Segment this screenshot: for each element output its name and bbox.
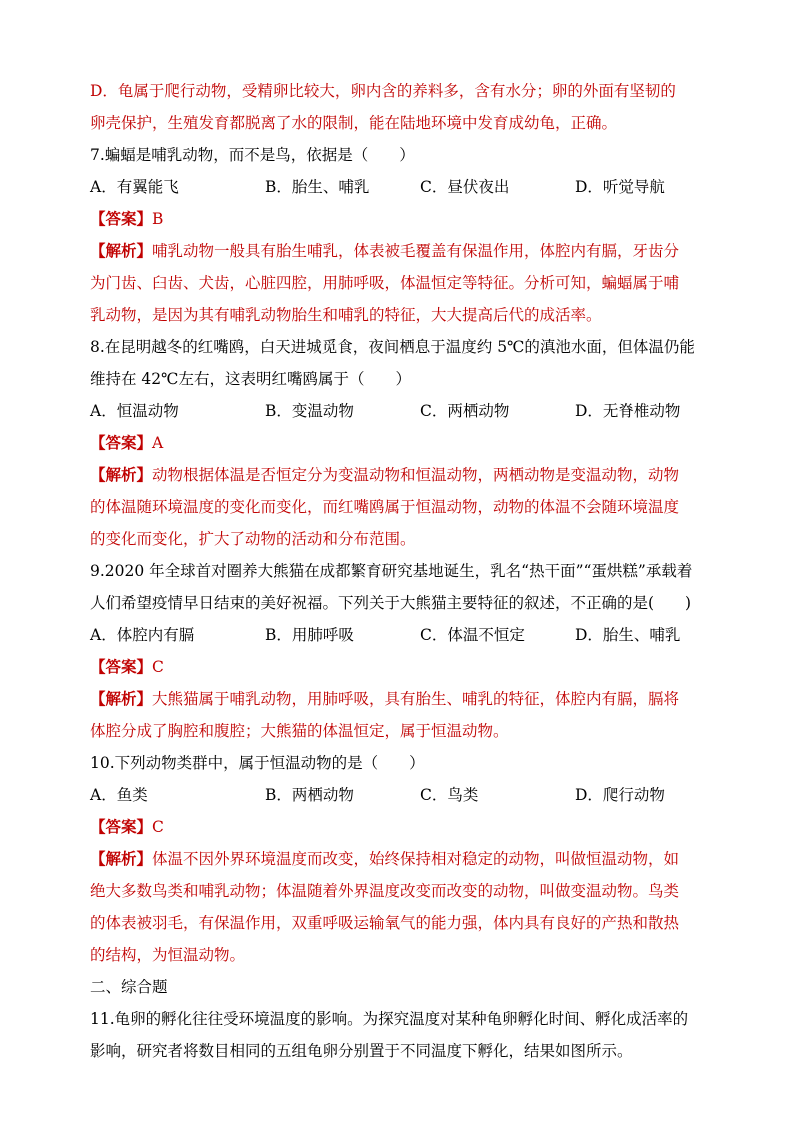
- explanation-text: 动物根据体温是否恒定分为变温动物和恒温动物，两栖动物是变温动物，动物: [152, 466, 680, 484]
- option-c: C．鸟类: [420, 786, 479, 804]
- answer-value: A: [152, 434, 164, 452]
- answer-value: B: [152, 210, 164, 228]
- explanation-tag: 【解析】: [90, 689, 153, 708]
- explanation-7-line: 乳动物，是因为其有哺乳动物胎生和哺乳的特征，大大提高后代的成活率。: [90, 306, 602, 324]
- text-line: 卵壳保护，生殖发育都脱离了水的限制，能在陆地环境中发育成幼龟，正确。: [90, 114, 618, 132]
- explanation-8-line: 的变化而变化，扩大了动物的活动和分布范围。: [90, 530, 416, 548]
- explanation-text: 体温不因外界环境温度而改变，始终保持相对稳定的动物，叫做恒温动物，如: [152, 850, 680, 868]
- question-9: 人们希望疫情早日结束的美好祝福。下列关于大熊猫主要特征的叙述，不正确的是( ): [90, 594, 692, 612]
- option-d: D．胎生、哺乳: [575, 626, 681, 644]
- explanation-tag: 【解析】: [90, 849, 153, 868]
- option-d: D．无脊椎动物: [575, 402, 681, 420]
- question-10: 10.下列动物类群中，属于恒温动物的是（ ）: [90, 754, 425, 772]
- explanation-10-line: 的结构，为恒温动物。: [90, 946, 246, 964]
- option-c: C．两栖动物: [420, 402, 510, 420]
- explanation-text: 哺乳动物一般具有胎生哺乳，体表被毛覆盖有保温作用，体腔内有膈，牙齿分: [152, 242, 680, 260]
- question-8: 维持在 42℃左右，这表明红嘴鸥属于（ ）: [90, 370, 411, 388]
- option-a: A．鱼类: [90, 786, 148, 804]
- answer-tag: 【答案】: [90, 817, 153, 836]
- option-b: B．胎生、哺乳: [265, 178, 370, 196]
- explanation-10-line: 的体表被羽毛，有保温作用，双重呼吸运输氧气的能力强，体内具有良好的产热和散热: [90, 914, 680, 932]
- explanation-8-line: [90, 465, 710, 485]
- section-heading: 二、综合题: [90, 978, 168, 996]
- question-11: 影响，研究者将数目相同的五组龟卵分别置于不同温度下孵化，结果如图所示。: [90, 1042, 633, 1060]
- option-b: B．两栖动物: [265, 786, 354, 804]
- answer-tag: 【答案】: [90, 433, 153, 452]
- answer-7: [90, 209, 710, 229]
- question-11: 11.龟卵的孵化往往受环境温度的影响。为探究温度对某种龟卵孵化时间、孵化成活率的: [90, 1010, 689, 1028]
- answer-9: [90, 657, 710, 677]
- answer-8: [90, 433, 710, 453]
- explanation-10-line: [90, 849, 710, 869]
- option-b: B．变温动物: [265, 402, 354, 420]
- option-c: C．昼伏夜出: [420, 178, 510, 196]
- explanation-tag: 【解析】: [90, 241, 153, 260]
- answer-value: C: [152, 818, 164, 836]
- option-b: B．用肺呼吸: [265, 626, 354, 644]
- answer-tag: 【答案】: [90, 209, 153, 228]
- option-c: C．体温不恒定: [420, 626, 525, 644]
- explanation-text: 大熊猫属于哺乳动物，用肺呼吸，具有胎生、哺乳的特征，体腔内有膈，膈将: [152, 690, 680, 708]
- option-a: A．恒温动物: [90, 402, 179, 420]
- explanation-7-line: 为门齿、臼齿、犬齿，心脏四腔，用肺呼吸，体温恒定等特征。分析可知，蝙蝠属于哺: [90, 274, 680, 292]
- answer-value: C: [152, 658, 164, 676]
- question-9: 9.2020 年全球首对圈养大熊猫在成都繁育研究基地诞生，乳名“热干面”“蛋烘糕”承载着: [90, 562, 693, 580]
- question-7: 7.蝙蝠是哺乳动物，而不是鸟，依据是（ ）: [90, 146, 415, 164]
- option-a: A．体腔内有膈: [90, 626, 195, 644]
- option-d: D．爬行动物: [575, 786, 665, 804]
- answer-tag: 【答案】: [90, 657, 153, 676]
- explanation-7-line: [90, 241, 710, 261]
- question-8: 8.在昆明越冬的红嘴鸥，白天进城觅食，夜间栖息于温度约 5℃的滇池水面，但体温仍能: [90, 338, 695, 356]
- explanation-10-line: 绝大多数鸟类和哺乳动物；体温随着外界温度改变而改变的动物，叫做变温动物。鸟类: [90, 882, 680, 900]
- text-line: D．龟属于爬行动物，受精卵比较大，卵内含的养料多，含有水分；卵的外面有坚韧的: [90, 82, 676, 100]
- explanation-9-line: 体腔分成了胸腔和腹腔；大熊猫的体温恒定，属于恒温动物。: [90, 722, 509, 740]
- explanation-tag: 【解析】: [90, 465, 153, 484]
- option-d: D．听觉导航: [575, 178, 665, 196]
- explanation-8-line: 的体温随环境温度的变化而变化，而红嘴鸥属于恒温动物，动物的体温不会随环境温度: [90, 498, 680, 516]
- option-a: A．有翼能飞: [90, 178, 179, 196]
- answer-10: [90, 817, 710, 837]
- explanation-9-line: [90, 689, 710, 709]
